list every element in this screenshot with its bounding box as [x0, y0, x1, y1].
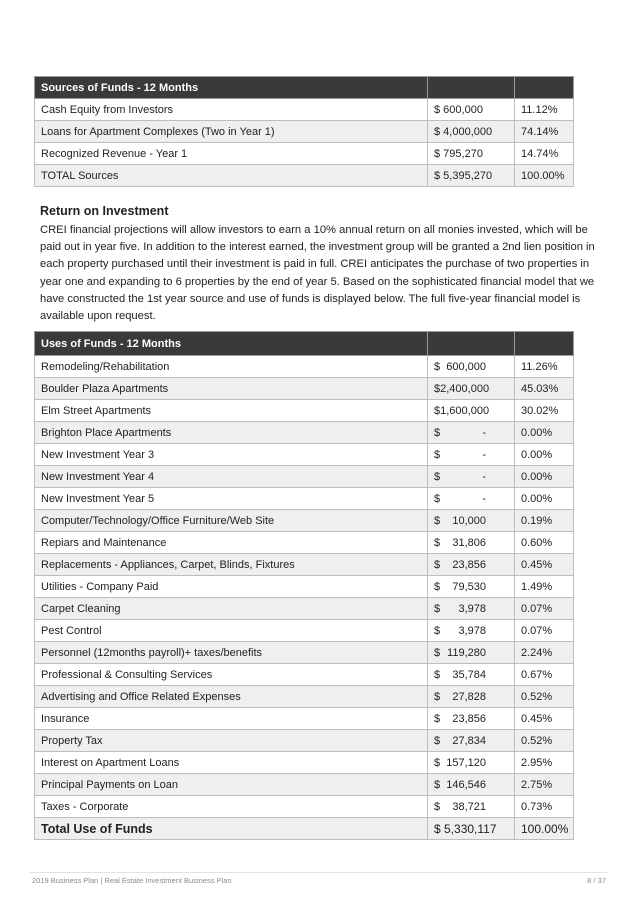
amount-value: 157,120 [446, 756, 486, 769]
row-label: New Investment Year 3 [35, 444, 428, 466]
row-amount [428, 466, 515, 488]
row-label: Interest on Apartment Loans [35, 752, 428, 774]
row-label: Principal Payments on Loan [35, 774, 428, 796]
row-amount: $ 5,395,270 [428, 165, 515, 187]
row-amount [428, 686, 515, 708]
row-label: Property Tax [35, 730, 428, 752]
footer-divider [30, 872, 608, 873]
currency-symbol: $ [434, 756, 441, 769]
row-label: Loans for Apartment Complexes (Two in Year 1) [35, 121, 428, 143]
row-percent: 2.24% [515, 642, 574, 664]
row-percent: 0.00% [515, 444, 574, 466]
row-amount [428, 576, 515, 598]
amount-value: 3,978 [458, 602, 486, 615]
row-percent: 2.95% [515, 752, 574, 774]
table-row [35, 488, 574, 510]
row-percent: 0.60% [515, 532, 574, 554]
row-label: TOTAL Sources [35, 165, 428, 187]
roi-paragraph: CREI financial projections will allow investors to earn a 10% annual return on all monies invested, which will be paid out in year five. In addition to the interest earned, the investment group will be granted a 2nd lien position in each property purchased until their investment is paid in full. CREI anticipates the purchase of two properties in year one and expanding to 6 properties by the end of year 5. Based on the sophisticated financial model that we have constructed the 1st year source and use of funds is displayed below. The full five-year financial model is available upon request. [40, 224, 595, 323]
table-row [35, 774, 574, 796]
sources-header-blank [515, 77, 574, 99]
table-row [35, 444, 574, 466]
row-amount [428, 774, 515, 796]
row-label: Taxes - Corporate [35, 796, 428, 818]
row-amount [428, 488, 515, 510]
page-number: 8 / 37 [587, 876, 606, 885]
uses-header-blank [515, 332, 574, 356]
currency-symbol: $ [434, 426, 441, 439]
table-row [35, 510, 574, 532]
amount-value: 38,721 [452, 800, 486, 813]
currency-symbol: $ [434, 514, 441, 527]
currency-symbol: $ [434, 404, 441, 417]
footer-title: 2019 Business Plan | Real Estate Investment Business Plan [32, 876, 232, 885]
row-amount [428, 554, 515, 576]
currency-symbol: $ [434, 778, 441, 791]
row-percent: 0.73% [515, 796, 574, 818]
row-amount [428, 752, 515, 774]
row-label: New Investment Year 4 [35, 466, 428, 488]
amount-value: - [482, 492, 486, 505]
row-amount: $ 4,000,000 [428, 121, 515, 143]
table-row [35, 422, 574, 444]
row-label: Computer/Technology/Office Furniture/Web Site [35, 510, 428, 532]
amount-value: 79,530 [452, 580, 486, 593]
row-label: Repiars and Maintenance [35, 532, 428, 554]
table-row [35, 730, 574, 752]
table-row [35, 686, 574, 708]
table-row [35, 664, 574, 686]
row-amount [428, 708, 515, 730]
row-percent: 2.75% [515, 774, 574, 796]
row-percent: 45.03% [515, 378, 574, 400]
row-label: Elm Street Apartments [35, 400, 428, 422]
table-row [35, 554, 574, 576]
currency-symbol: $ [434, 536, 441, 549]
row-percent: 14.74% [515, 143, 574, 165]
currency-symbol: $ [434, 558, 441, 571]
row-label: Brighton Place Apartments [35, 422, 428, 444]
currency-symbol: $ [434, 690, 441, 703]
row-percent: 0.45% [515, 708, 574, 730]
row-amount: $ 600,000 [428, 99, 515, 121]
row-label: Recognized Revenue - Year 1 [35, 143, 428, 165]
amount-value: 27,828 [452, 690, 486, 703]
row-amount [428, 796, 515, 818]
row-label: Advertising and Office Related Expenses [35, 686, 428, 708]
total-label: Total Use of Funds [35, 818, 428, 840]
sources-header-title: Sources of Funds - 12 Months [35, 77, 428, 99]
table-row [35, 400, 574, 422]
amount-value: - [482, 448, 486, 461]
row-label: Insurance [35, 708, 428, 730]
row-label: Remodeling/Rehabilitation [35, 356, 428, 378]
amount-value: 146,546 [446, 778, 486, 791]
amount-value: - [482, 470, 486, 483]
table-row [35, 642, 574, 664]
row-amount [428, 444, 515, 466]
table-row [35, 378, 574, 400]
row-percent: 0.00% [515, 488, 574, 510]
sources-of-funds-table [34, 76, 574, 187]
uses-header-title: Uses of Funds - 12 Months [35, 332, 428, 356]
row-percent: 0.52% [515, 730, 574, 752]
row-percent: 11.12% [515, 99, 574, 121]
row-amount [428, 620, 515, 642]
amount-value: 600,000 [446, 360, 486, 373]
roi-heading: Return on Investment [40, 204, 169, 218]
row-amount [428, 730, 515, 752]
table-row [35, 752, 574, 774]
table-row [35, 466, 574, 488]
row-label: Boulder Plaza Apartments [35, 378, 428, 400]
row-amount [428, 356, 515, 378]
table-row [35, 99, 574, 121]
uses-header-blank [428, 332, 515, 356]
row-label: Professional & Consulting Services [35, 664, 428, 686]
total-percent: 100.00% [515, 818, 574, 840]
row-percent: 0.07% [515, 620, 574, 642]
amount-value: 1,600,000 [440, 404, 490, 417]
row-percent: 0.07% [515, 598, 574, 620]
table-row [35, 576, 574, 598]
row-percent: 0.52% [515, 686, 574, 708]
table-row [35, 143, 574, 165]
row-amount [428, 532, 515, 554]
row-label: Pest Control [35, 620, 428, 642]
uses-header-row [35, 332, 574, 356]
amount-value: 3,978 [458, 624, 486, 637]
row-percent: 1.49% [515, 576, 574, 598]
table-row [35, 532, 574, 554]
amount-value: 10,000 [452, 514, 486, 527]
row-percent: 0.00% [515, 466, 574, 488]
row-amount: $ 795,270 [428, 143, 515, 165]
row-label: Cash Equity from Investors [35, 99, 428, 121]
amount-value: 27,834 [452, 734, 486, 747]
row-label: Personnel (12months payroll)+ taxes/benefits [35, 642, 428, 664]
row-amount [428, 510, 515, 532]
amount-value: - [482, 426, 486, 439]
currency-symbol: $ [434, 382, 441, 395]
row-amount [428, 422, 515, 444]
amount-value: 2,400,000 [440, 382, 490, 395]
currency-symbol: $ [434, 602, 441, 615]
currency-symbol: $ [434, 646, 441, 659]
currency-symbol: $ [434, 712, 441, 725]
total-amount: $ 5,330,117 [428, 818, 515, 840]
row-amount [428, 400, 515, 422]
row-amount [428, 378, 515, 400]
table-row [35, 620, 574, 642]
row-percent: 0.67% [515, 664, 574, 686]
currency-symbol: $ [434, 360, 441, 373]
currency-symbol: $ [434, 492, 441, 505]
row-label: Utilities - Company Paid [35, 576, 428, 598]
row-amount [428, 598, 515, 620]
currency-symbol: $ [434, 624, 441, 637]
row-percent: 74.14% [515, 121, 574, 143]
row-amount [428, 642, 515, 664]
currency-symbol: $ [434, 800, 441, 813]
sources-header-blank [428, 77, 515, 99]
currency-symbol: $ [434, 734, 441, 747]
amount-value: 119,280 [447, 646, 486, 659]
row-amount [428, 664, 515, 686]
row-percent: 0.45% [515, 554, 574, 576]
currency-symbol: $ [434, 580, 441, 593]
amount-value: 35,784 [452, 668, 486, 681]
row-percent: 0.00% [515, 422, 574, 444]
table-row [35, 796, 574, 818]
row-percent: 30.02% [515, 400, 574, 422]
row-percent: 11.26% [515, 356, 574, 378]
table-row [35, 121, 574, 143]
row-label: New Investment Year 5 [35, 488, 428, 510]
table-row [35, 598, 574, 620]
currency-symbol: $ [434, 668, 441, 681]
sources-header-row [35, 77, 574, 99]
row-percent: 0.19% [515, 510, 574, 532]
currency-symbol: $ [434, 470, 441, 483]
amount-value: 23,856 [452, 712, 486, 725]
row-label: Replacements - Appliances, Carpet, Blinds, Fixtures [35, 554, 428, 576]
table-row-total [35, 818, 574, 840]
table-row [35, 356, 574, 378]
amount-value: 23,856 [452, 558, 486, 571]
amount-value: 31,806 [452, 536, 486, 549]
table-row-total [35, 165, 574, 187]
uses-of-funds-table [34, 331, 574, 840]
table-row [35, 708, 574, 730]
row-label: Carpet Cleaning [35, 598, 428, 620]
row-percent: 100.00% [515, 165, 574, 187]
currency-symbol: $ [434, 448, 441, 461]
